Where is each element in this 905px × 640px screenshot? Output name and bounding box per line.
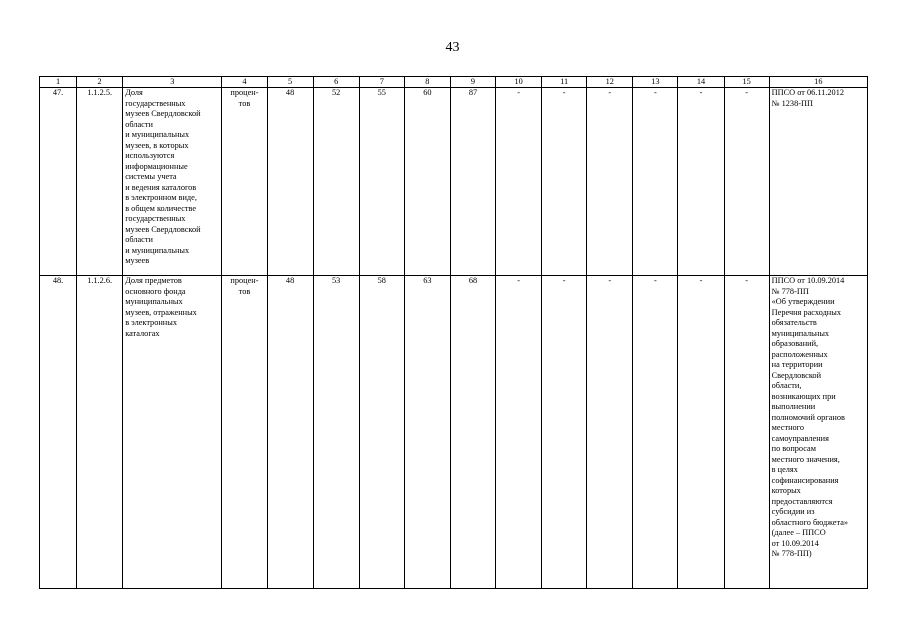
cell-text-line: процен- [230, 276, 259, 285]
cell-text-line: полномочий органов [771, 412, 845, 422]
value-cell: - [542, 88, 587, 276]
cell-text-line: тов [238, 98, 251, 108]
value-cell: 60 [404, 88, 450, 276]
value-cell: 68 [450, 276, 495, 589]
cell-text-line: местного значения, [771, 454, 840, 464]
value-cell: 53 [313, 276, 359, 589]
column-header: 12 [587, 77, 633, 88]
value-cell: 55 [359, 88, 404, 276]
cell-text-line: по вопросам [771, 444, 816, 453]
column-header: 4 [222, 77, 267, 88]
value-cell: 87 [450, 88, 495, 276]
cell-text-line: основного фонда [125, 286, 186, 296]
indicator-code-cell: 1.1.2.5. [77, 88, 123, 276]
cell-text-line: музеев [125, 256, 150, 265]
value-cell: 52 [313, 88, 359, 276]
cell-text-line: государственных [125, 214, 186, 223]
cell-text-line: местного [771, 423, 805, 432]
cell-text-line: используются [125, 151, 175, 160]
cell-text-line: которых [771, 486, 801, 495]
unit-cell [222, 88, 267, 276]
cell-text-line: в электронных [125, 318, 177, 327]
column-number-header-row [40, 77, 868, 88]
cell-text-line: возникающих при [771, 391, 836, 401]
cell-text-line: в целях [771, 465, 798, 474]
column-header: 16 [769, 77, 867, 88]
indicator-name-cell [123, 276, 222, 589]
cell-text-line: «Об утверждении [771, 297, 835, 306]
cell-text-line: софинансирования [771, 475, 839, 485]
cell-text-line: № 778-ПП) [771, 549, 812, 558]
column-header: 10 [496, 77, 542, 88]
cell-text-line: на территории [771, 360, 823, 369]
value-cell: - [587, 276, 633, 589]
unit-cell [222, 276, 267, 589]
table-row [40, 276, 868, 589]
indicator-code-cell: 1.1.2.6. [77, 276, 123, 589]
cell-text-line: музеев Свердловской [125, 109, 201, 118]
cell-text-line: области [125, 119, 153, 129]
column-header: 6 [313, 77, 359, 88]
cell-text-line: самоуправления [771, 433, 829, 443]
cell-text-line: каталогах [125, 328, 160, 338]
cell-text-line: предоставляются [771, 496, 833, 506]
cell-text-line: государственных [125, 98, 186, 108]
cell-text-line: в общем количестве [125, 203, 197, 213]
column-header: 11 [542, 77, 587, 88]
value-cell: - [496, 276, 542, 589]
indicators-table [39, 76, 868, 589]
column-header: 15 [724, 77, 769, 88]
value-cell: - [724, 276, 769, 589]
cell-text-line: процен- [230, 88, 259, 97]
row-number-cell: 47. [40, 88, 77, 276]
value-cell: - [633, 276, 678, 589]
value-cell: - [587, 88, 633, 276]
cell-text-line: № 1238-ПП [771, 98, 813, 108]
value-cell: 58 [359, 276, 404, 589]
row-number-cell: 48. [40, 276, 77, 589]
value-cell: - [633, 88, 678, 276]
column-header: 14 [678, 77, 724, 88]
cell-text-line: музеев, отраженных [125, 307, 197, 317]
cell-text-line: субсидии из [771, 507, 815, 516]
cell-text-line: Доля предметов [125, 276, 182, 285]
cell-text-line: обязательств [771, 318, 817, 327]
cell-text-line: Перечня расходных [771, 307, 841, 317]
cell-text-line: областного бюджета» [771, 517, 849, 527]
value-cell: 63 [404, 276, 450, 589]
cell-text-line: и ведения каталогов [125, 182, 197, 192]
cell-text-line: и муниципальных [125, 130, 190, 139]
page-number: 43 [445, 40, 460, 55]
cell-text-line: области [125, 235, 153, 244]
cell-text-line: выполнении [771, 402, 816, 411]
column-header: 3 [123, 77, 222, 88]
cell-text-line: муниципальных [125, 297, 183, 306]
cell-text-line: тов [238, 286, 251, 296]
cell-text-line: музеев Свердловской [125, 224, 201, 234]
cell-text-line: ППСО от 10.09.2014 [771, 276, 845, 285]
cell-text-line: муниципальных [771, 328, 830, 338]
value-cell: - [496, 88, 542, 276]
indicator-name-cell [123, 88, 222, 276]
cell-text-line: системы учета [125, 172, 177, 181]
source-document-cell [769, 276, 867, 589]
value-cell: - [678, 88, 724, 276]
cell-text-line: от 10.09.2014 [771, 538, 819, 548]
cell-text-line: № 778-ПП [771, 286, 809, 296]
cell-text-line: (далее – ППСО [771, 528, 826, 537]
table-row [40, 88, 868, 276]
value-cell: - [542, 276, 587, 589]
cell-text-line: информационные [125, 161, 188, 171]
source-document-cell [769, 88, 867, 276]
cell-text-line: в электронном виде, [125, 193, 197, 202]
column-header: 1 [40, 77, 77, 88]
value-cell: 48 [267, 276, 313, 589]
cell-text-line: и муниципальных [125, 245, 190, 255]
value-cell: - [678, 276, 724, 589]
column-header: 8 [404, 77, 450, 88]
column-header: 2 [77, 77, 123, 88]
column-header: 13 [633, 77, 678, 88]
cell-text-line: музеев, в которых [125, 140, 189, 150]
cell-text-line: образований, [771, 339, 819, 348]
value-cell: - [724, 88, 769, 276]
column-header: 9 [450, 77, 495, 88]
column-header: 7 [359, 77, 404, 88]
cell-text-line: Свердловской [771, 370, 822, 380]
value-cell: 48 [267, 88, 313, 276]
cell-text-line: расположенных [771, 349, 828, 359]
cell-text-line: ППСО от 06.11.2012 [771, 88, 844, 97]
cell-text-line: Доля [125, 88, 143, 97]
cell-text-line: области, [771, 381, 802, 390]
column-header: 5 [267, 77, 313, 88]
